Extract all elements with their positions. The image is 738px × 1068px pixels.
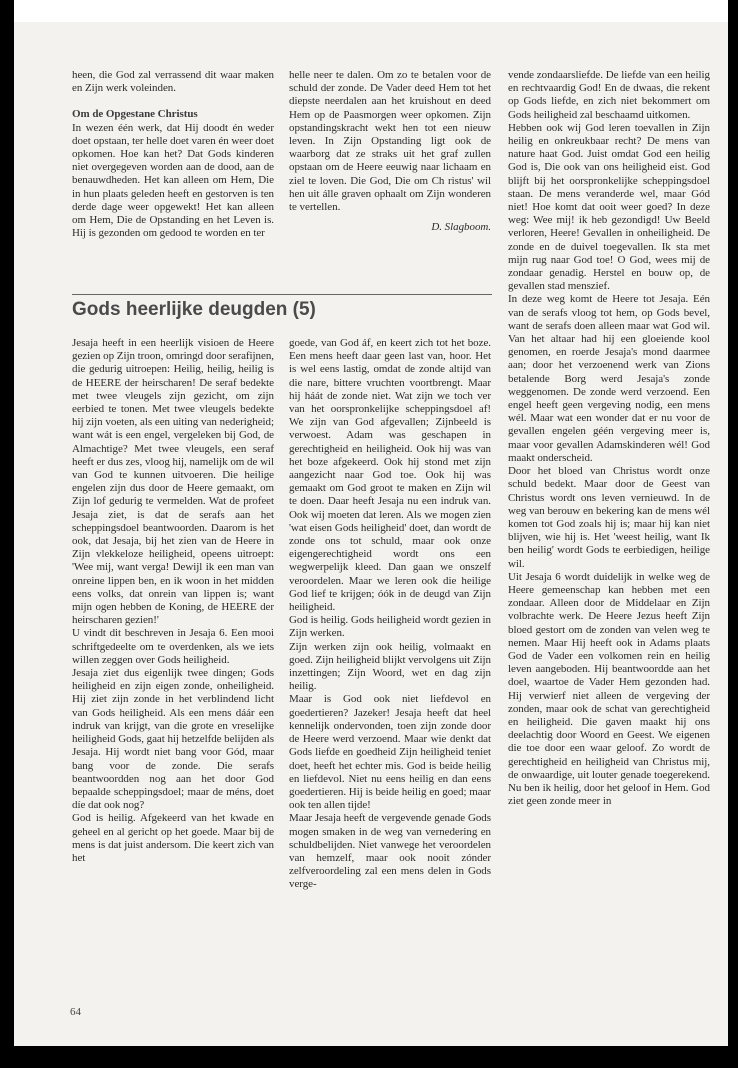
page-number: 64 — [70, 1006, 81, 1018]
top-column-left — [72, 69, 274, 240]
author-signature: D. Slagboom. — [431, 221, 491, 234]
article-column-right — [508, 69, 710, 808]
article-column-middle — [289, 337, 491, 892]
paragraph: vende zondaarsliefde. De liefde van een heilig en rechtvaardig God! En de dwaas, die rekent op Gods liefde, en zich niet bekommert om Gods heiligheid zal beschaamd uitkomen. — [508, 69, 710, 121]
scan-border-left — [0, 0, 14, 1068]
paragraph: Maar is God ook niet liefdevol en goedertieren? Jazeker! Jesaja heeft dat heel kennelijk ondervonden, toen zijn zonde door de Heere werd verzoend. Maar wie denkt dat Gods liefde en goedheid Zijn heiligheid teniet doet, heeft het echter mis. God is beide heilig en liefdevol. Niet nu eens heilig en dan eens goedertieren. Hij is beide heilig en goed; maar ook ten allen tijde! — [289, 693, 491, 812]
paragraph: goede, van God áf, en keert zich tot het boze. Een mens heeft daar geen last van, hoor. Het is wel eens lastig, omdat de zonde altijd van die nare, bittere vruchten voortbrengt. Maar hij háát de zonde niet. Wat zijn we toch ver van het oorspronkelijke scheppingsdoel af! We zijn van God afgevallen; Zijnbeeld is verwoest. Adam was geschapen in gerechtigheid en heiligheid. Ook hij was van het boze afgekeerd. Ook hij stond met zijn aangezicht naar God toe. Ook hij was gemaakt om God groot te maken en Zijn wil te doen. Daar heeft Jesaja nu een indruk van. Ook wij moeten dat leren. Als we mogen zien 'wat eisen Gods heiligheid' doet, dan wordt de zonde ons tot schuld, maar ook onze eigengerechtigheid wordt ons een wegwerpelijk kleed. Dan gaan we onszelf veroordelen. Maar we leren ook die heilige God lief te krijgen; óók in de deugd van Zijn heiligheid. — [289, 337, 491, 614]
section-divider — [72, 294, 492, 295]
paragraph: In wezen één werk, dat Hij doodt én weder doet opstaan, ter helle doet varen én weer doet opkomen. Hoe kan het? Dat Gods kinderen niet overgegeven worden aan de dood, aan de benauwdheden. Het kan alleen om Hem, Die in hun plaats geleden heeft en gestorven is ten derde dage weer opgewekt! Het kan alleen om Hem, Die de Opstanding en het Leven is. Hij is gezonden om gedood te worden en ter — [72, 121, 274, 240]
paragraph: Jesaja ziet dus eigenlijk twee dingen; Gods heiligheid en zijn eigen zonde, onheiligheid. Hij ziet zijn zonde in het verblindend licht van Gods heiligheid. Als een mens dáár een indruk van krijgt, van die grote en vreselijke heiligheid Gods, gaat hij hetzelfde belijden als Jesaja. Hij wordt niet bang voor Gód, maar bang voor de zonde. Die serafs beantwoordden nog aan het door God bepaalde scheppingsdoel; maar de méns, doet díe dat ook nog? — [72, 667, 274, 812]
paragraph: In deze weg komt de Heere tot Jesaja. Eén van de serafs vloog tot hem, op Gods bevel, want de serafs doen alleen maar wat God wil. Van het altaar had hij een gloeiende kool genomen, en roerde Jesaja's mond daarmee aan; door het verzoenend werk van Zions betalende Borg werd Jesaja's zonde weggenomen. De zonde werd verzoend. Een engel heeft geen vergeving nodig, een mens wél. Maar wat een wonder dat er nu voor de gevallen engelen géén vergeving meer is, maar voor gevallen Adamskinderen wél! God maakt onderscheid. — [508, 293, 710, 464]
paragraph: God is heilig. Afgekeerd van het kwade en geheel en al gericht op het goede. Maar bij de mens is dat juist andersom. Die keert zich van het — [72, 812, 274, 864]
paragraph: Uit Jesaja 6 wordt duidelijk in welke weg de Heere gemeenschap kan hebben met een zondaar. Alleen door de Middelaar en Zijn volbrachte werk. De Heere Jezus heeft Zijn bloed gestort om de zonden van velen weg te nemen. Maar Hij heeft ook in Adams plaats God de Vader een volkomen rein en heilig leven aangeboden. Hij beantwoordde aan het doel, waartoe de Vader Hem gezonden had. Hij verwierf niet alleen de vergeving der zonden, maar ook de schat van gerechtigheid en heiligheid. Die gaven maakt hij ons deelachtig door Woord en Geest. We eigenen die toe door een waar geloof. Zo wordt de gerechtigheid en heiligheid van Christus mij, de onwaardige, uit louter genade toegerekend. Nu ben ik heilig, door het geloof in Hem. God ziet geen zonde meer in — [508, 570, 710, 808]
scan-top-margin — [0, 0, 738, 24]
paragraph: Hebben ook wij God leren toevallen in Zijn heilig en onkreukbaar recht? De mens van nature haat God. Juist omdat God een heilig God is, Die ook van ons heiligheid eist. God blijft bij het oorspronkelijke scheppingsdoel staan. De mens veranderde wel, maar Gód niet! Hoe komt dat ooit weer goed? In deze weg: Wee mij! ik heb gezondigd! Uw Beeld verloren, Heere! Gevallen in onheiligheid. De zonde en de duivel toegevallen. Ik sta met mijn rug naar God toe! O God, wees mij de zondaar genadig. Herstel en bouw op, de gevallen stad menszief. — [508, 121, 710, 293]
article-title: Gods heerlijke deugden (5) — [72, 299, 316, 320]
paragraph: helle neer te dalen. Om zo te betalen voor de schuld der zonde. De Vader deed Hem tot het diepste neerdalen aan het kruishout en deed Hem op de Paasmorgen weer opkomen. Zijn opstandingskracht wekt hen tot een nieuw leven. In Zijn Opstanding ligt ook de waarborg dat ze straks uit het graf zullen opstaan om de Heere eeuwig naar lichaam en ziel te loven. Die God, Die om Ch ristus' wil hen uit álle graven ophaalt om Zijn wonderen te vertellen. — [289, 69, 491, 214]
paragraph: heen, die God zal verrassend dit waar maken en Zijn werk voleinden. — [72, 69, 274, 95]
section-subheading: Om de Opgestane Christus — [72, 108, 198, 121]
paragraph: Door het bloed van Christus wordt onze schuld bedekt. Maar door de Geest van Christus wordt ons leven vernieuwd. In de weg van berouw en bekering kan de mens wél komen tot God zoals hij is; maar hij kan niet blijven, wie hij is. Het 'weest heilig, want Ik ben heilig' wordt Gods te eerbiedigen, heilige wil. — [508, 465, 710, 570]
paragraph: Maar Jesaja heeft de vergevende genade Gods mogen smaken in de weg van vernedering en schuldbelijden. Niet vanwege het veroordelen van hemzelf, maar ook nooit zónder zelfveroordeling zal een mens delen in Gods verge- — [289, 812, 491, 891]
scan-border-right — [728, 0, 738, 1068]
paragraph: Jesaja heeft in een heerlijk visioen de Heere gezien op Zijn troon, omringd door serafijnen, die gedurig uitroepen: Heilig, heilig, heilig is de HEERE der heirscharen! De seraf bedekte met twee vleugels zijn gezicht, om zijn eerbied te tonen. Met twee vleugels bedekte hij zijn voeten, als een uiting van nederigheid; want wát is een engel, vergeleken bij God, de Almachtige? Met twee vleugels, een seraf heeft er dus zes, vloog hij, namelijk om de wil van God te kunnen uitvoeren. Die heilige engelen zijn dus door de Heere gemaakt, om Zijn lof gedurig te vermelden. Wat de profeet Jesaja ziet, is dat de serafs aan het scheppingsdoel beantwoorden. Daarom is het ook, dat Jesaja, bij het zien van de Heere in Zijn vlekkeloze heiligheid, opeens uitroept: 'Wee mij, want verga! Dewijl ik een man van onreine lippen ben, en ik woon in het midden eens volks, dat onrein van lippen is; want mijn ogen hebben de Koning, de HEERE der heirscharen gezien!' — [72, 337, 274, 627]
top-column-middle — [289, 69, 491, 234]
paragraph: Zijn werken zijn ook heilig, volmaakt en goed. Zijn heiligheid blijkt vervolgens uit Zijn inzettingen; Zijn Woord, wet en dag zijn heilig. — [289, 640, 491, 693]
scan-border-bottom — [0, 1046, 738, 1068]
article-column-left — [72, 337, 274, 865]
paragraph: U vindt dit beschreven in Jesaja 6. Een mooi schriftgedeelte om te overdenken, als we iets willen zeggen over Gods heiligheid. — [72, 627, 274, 666]
paragraph: God is heilig. Gods heiligheid wordt gezien in Zijn werken. — [289, 614, 491, 640]
